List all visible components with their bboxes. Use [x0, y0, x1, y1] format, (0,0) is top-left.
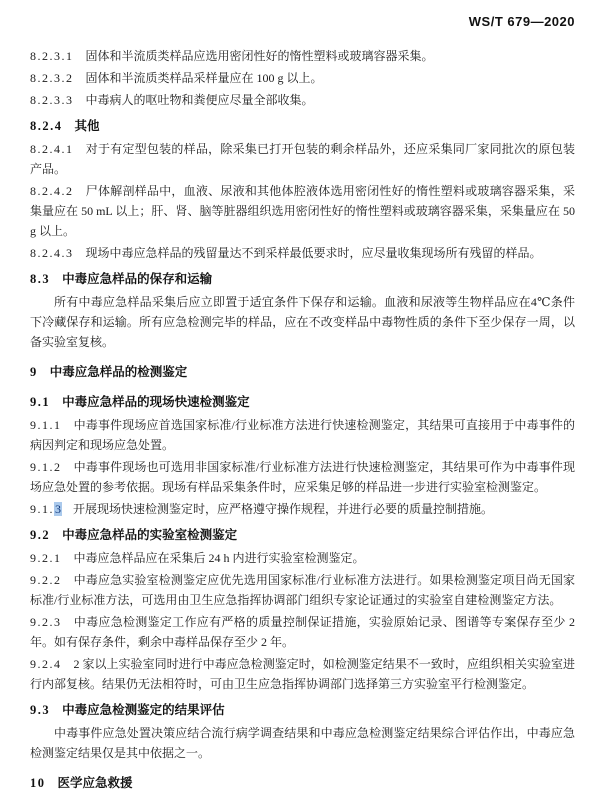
clause-number: 9.2.3: [30, 615, 62, 629]
clause-text: 开展现场快速检测鉴定时，应严格遵守操作规程，并进行必要的质量控制措施。: [73, 502, 494, 516]
clause-text: 中毒事件现场应首选国家标准/行业标准方法进行快速检测鉴定，其结果可直接用于中毒事件的病因判定和现场应急处置。: [30, 418, 575, 452]
heading-title: 中毒应急样品的保存和运输: [62, 272, 213, 286]
chapter-number: 9: [30, 365, 38, 379]
clause-text: 2 家以上实验室同时进行中毒应急检测鉴定时，如检测鉴定结果不一致时，应组织相关实验室进行内部复核。结果仍无法相符时，可由卫生应急指挥协调部门选择第三方实验室平行检测鉴定。: [30, 657, 575, 691]
chapter-10: [30, 773, 575, 793]
clause-9-2-2: [30, 570, 575, 610]
clause-number: 8.2.3.2: [30, 71, 74, 85]
clause-number: 8.2.4.3: [30, 246, 74, 260]
heading-number: 9.3: [30, 703, 51, 717]
clause-text: 尸体解剖样品中，血液、尿液和其他体腔液体选用密闭性好的惰性塑料或玻璃容器采集，采集量应在 50 mL 以上；肝、肾、脑等脏器组织选用密闭性好的惰性塑料或玻璃容器采集，采集量应在 50 g 以上。: [30, 184, 575, 238]
heading-number: 8.2.4: [30, 119, 63, 133]
clause-number: 9.1.1: [30, 418, 62, 432]
chapter-title: 医学应急救援: [57, 776, 133, 790]
clause-9-1-3: [30, 499, 575, 519]
clause-9-1-2: [30, 457, 575, 497]
clause-number: 8.2.3.1: [30, 49, 74, 63]
clause-text: 中毒应急检测鉴定工作应有严格的质量控制保证措施，实验原始记录、图谱等专案保存至少 2 年。如有保存条件，剩余中毒样品保存至少 2 年。: [30, 615, 575, 649]
clause-8-2-4-1: [30, 139, 575, 179]
chapter-number: 10: [30, 776, 46, 790]
clause-9-1-1: [30, 415, 575, 455]
heading-title: 中毒应急样品的实验室检测鉴定: [62, 528, 238, 542]
clause-8-2-4-2: [30, 181, 575, 241]
clause-8-2-3-1: [30, 46, 575, 66]
clause-9-2-4: [30, 654, 575, 694]
clause-number: 9.2.2: [30, 573, 62, 587]
clause-number: 8.2.3.3: [30, 93, 74, 107]
heading-8-3: [30, 269, 575, 289]
clause-text: 固体和半流质类样品应选用密闭性好的惰性塑料或玻璃容器采集。: [85, 49, 434, 63]
heading-9-2: [30, 525, 575, 545]
clause-number: 9.2.1: [30, 551, 62, 565]
chapter-9: [30, 362, 575, 382]
heading-title: 其他: [74, 119, 100, 133]
clause-text: 中毒病人的呕吐物和粪便应尽量全部收集。: [85, 93, 314, 107]
clause-number: 8.2.4.2: [30, 184, 74, 198]
paragraph-text: 所有中毒应急样品采集后应立即置于适宜条件下保存和运输。血液和尿液等生物样品应在4℃条件下冷藏保存和运输。所有应急检测完毕的样品，应在不改变样品中毒物性质的条件下至少保存一周，以备实验室复核。: [30, 295, 575, 349]
clause-text: 固体和半流质类样品采样量应在 100 g 以上。: [85, 71, 323, 85]
clause-8-2-4-3: [30, 243, 575, 263]
clause-9-2-1: [30, 548, 575, 568]
clause-number-prefix: 9.1.: [30, 502, 54, 516]
clause-number: 8.2.4.1: [30, 142, 74, 156]
document-header: [30, 12, 575, 32]
clause-text: 中毒应急样品应在采集后 24 h 内进行实验室检测鉴定。: [73, 551, 365, 565]
chapter-title: 中毒应急样品的检测鉴定: [49, 365, 188, 379]
clause-8-2-3-3: [30, 90, 575, 110]
heading-title: 中毒应急检测鉴定的结果评估: [62, 703, 225, 717]
heading-8-2-4: [30, 116, 575, 136]
selected-digit: 3: [55, 502, 61, 516]
clause-9-2-3: [30, 612, 575, 652]
heading-number: 9.2: [30, 528, 51, 542]
heading-title: 中毒应急样品的现场快速检测鉴定: [62, 395, 250, 409]
clause-8-2-3-2: [30, 68, 575, 88]
clause-number: 9.1.2: [30, 460, 62, 474]
clause-text: 现场中毒应急样品的残留量达不到采样最低要求时，应尽量收集现场所有残留的样品。: [85, 246, 542, 260]
clause-number: 9.2.4: [30, 657, 62, 671]
heading-9-1: [30, 392, 575, 412]
clause-text: 中毒事件现场也可选用非国家标准/行业标准方法进行快速检测鉴定，其结果可作为中毒事件现场应急处置的参考依据。现场有样品采集条件时，应采集足够的样品进一步进行实验室检测鉴定。: [30, 460, 575, 494]
heading-9-3: [30, 700, 575, 720]
paragraph-storage-transport: [30, 292, 575, 352]
heading-number: 8.3: [30, 272, 51, 286]
clause-text: 对于有定型包装的样品，除采集已打开包装的剩余样品外，还应采集同厂家同批次的原包装产品。: [30, 142, 575, 176]
paragraph-text: 中毒事件应急处置决策应结合流行病学调查结果和中毒应急检测鉴定结果综合评估作出，中毒应急检测鉴定结果仅是其中依据之一。: [30, 726, 575, 760]
document-body: [30, 46, 575, 793]
standard-number: WS/T 679—2020: [468, 14, 575, 29]
clause-text: 中毒应急实验室检测鉴定应优先选用国家标准/行业标准方法进行。如果检测鉴定项目尚无国家标准/行业标准方法，可选用由卫生应急指挥协调部门组织专家论证通过的实验室自建检测鉴定方法。: [30, 573, 575, 607]
heading-number: 9.1: [30, 395, 51, 409]
paragraph-result-evaluation: [30, 723, 575, 763]
